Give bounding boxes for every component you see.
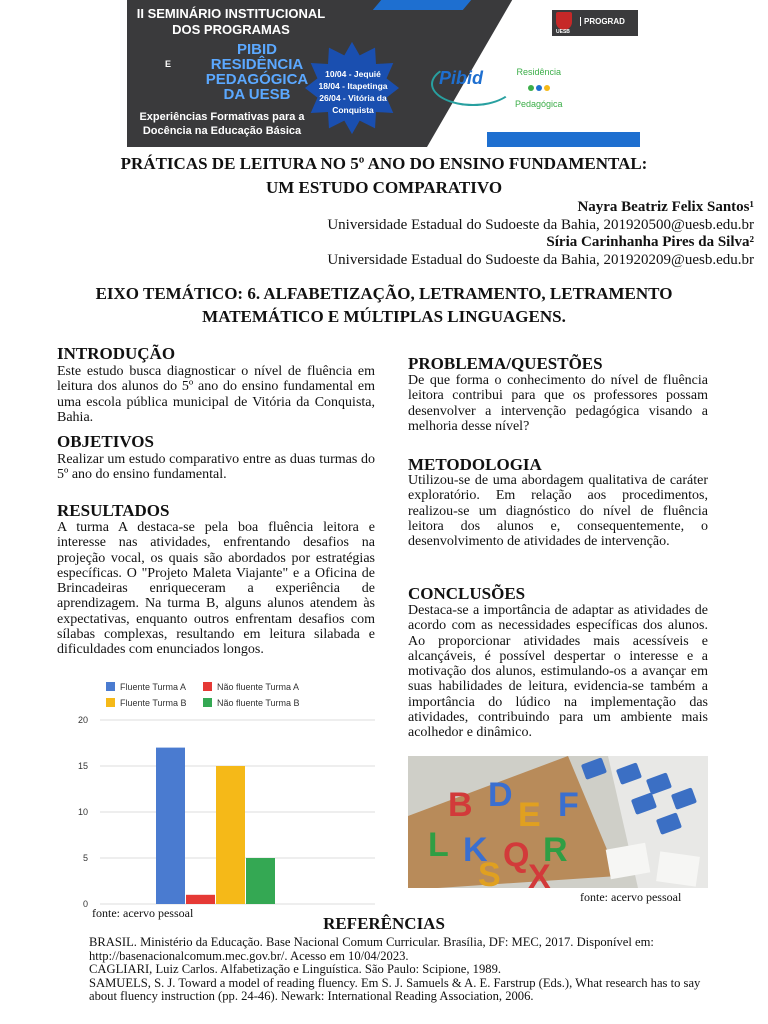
bar-fluente-turma-a <box>156 748 185 904</box>
banner-subtitle <box>129 110 315 138</box>
reference-item: BRASIL. Ministério da Educação. Base Nacional Comum Curricular. Brasília, DF: MEC, 2017. Disponível em: http://basenacionalcomum.mec.gov.br/. Acesso em 10/04/2023. <box>89 935 654 963</box>
thematic-axis-line2: MATEMÁTICO E MÚLTIPLAS LINGUAGENS. <box>202 307 566 326</box>
date-vitoria-cont: Conquista <box>332 105 374 115</box>
event-banner <box>127 0 640 147</box>
y-tick-label: 20 <box>77 715 88 725</box>
banner-subtitle-line2: Docência na Educação Básica <box>142 125 302 137</box>
banner-residencia: RESIDÊNCIA <box>210 56 304 73</box>
bar-n-o-fluente-turma-b <box>246 858 275 904</box>
legend-label: Fluente Turma B <box>120 698 187 708</box>
svg-text:E: E <box>518 796 541 834</box>
author-2-affiliation: Universidade Estadual do Sudoeste da Bahia, 201920209@uesb.edu.br <box>327 252 754 268</box>
svg-text:B: B <box>448 786 473 824</box>
svg-text:S: S <box>478 856 501 888</box>
author-1-affiliation: Universidade Estadual do Sudoeste da Bahia, 201920500@uesb.edu.br <box>327 217 754 233</box>
banner-subtitle-line1: Experiências Formativas para a <box>139 111 305 123</box>
referencias-heading: REFERÊNCIAS <box>323 914 445 933</box>
objetivos-text: Realizar um estudo comparativo entre as duas turmas do 5º ano do ensino fundamental. <box>57 452 375 483</box>
reference-list <box>89 936 729 1004</box>
resultados-text: A turma A destaca-se pela boa fluência leitora e interesse nas atividades, enfrentando desafios na projeção vocal, os quais são abordados por estratégias específicas. O "Projeto Maleta Viajante" e a Oficina de Brincadeiras enriqueceram a experiência de aprendizagem. Na turma B, alguns alunos atendem às expectativas, enquanto outros enfrentam desafios com sílabas complexas, resultando em leitura silabada e dificuldades com enunciados longos. <box>57 520 375 658</box>
banner-pedagogica: PEDAGÓGICA <box>205 71 309 88</box>
objetivos-heading: OBJETIVOS <box>57 432 154 451</box>
y-tick-label: 0 <box>82 899 88 909</box>
author-1-name: Nayra Beatriz Felix Santos¹ <box>577 199 754 215</box>
bar-fluente-turma-b <box>216 766 245 904</box>
legend-label: Não fluente Turma B <box>217 698 300 708</box>
metodologia-text: Utilizou-se de uma abordagem qualitativa de caráter exploratório. Em relação aos procedimentos, realizou-se um diagnóstico do nível de fluência leitora dos alunos e, consequentemente, o desenvolvimento de atividades de intervenção. <box>408 473 708 550</box>
svg-text:K: K <box>463 831 488 869</box>
prograd-label: PROGRAD <box>580 17 625 26</box>
thematic-axis <box>40 282 728 328</box>
problema-heading: PROBLEMA/QUESTÕES <box>408 354 603 373</box>
uesb-label: UESB <box>556 29 570 35</box>
banner-da-uesb: DA UESB <box>223 86 291 103</box>
legend-swatch <box>203 682 212 691</box>
svg-text:F: F <box>558 786 579 824</box>
date-itapetinga: 18/04 - Itapetinga <box>318 81 388 91</box>
poster-title <box>60 152 708 200</box>
introducao-text: Este estudo busca diagnosticar o nível de fluência em leitura dos alunos do 5º ano do ensino fundamental em uma escola pública municipal de Vitória da Conquista, Bahia. <box>57 364 375 425</box>
uesb-shield-icon <box>556 12 572 30</box>
letter-puzzle-photo <box>408 756 708 888</box>
legend-label: Não fluente Turma A <box>217 682 300 692</box>
chart-source: fonte: acervo pessoal <box>92 906 194 920</box>
fluency-bar-chart <box>60 672 380 910</box>
residencia-logo-line2: Pedagógica <box>515 99 563 109</box>
svg-text:X: X <box>528 858 551 888</box>
author-1 <box>327 198 754 234</box>
svg-text:D: D <box>488 776 513 814</box>
chart-legend <box>106 682 300 708</box>
uesb-prograd-logo <box>552 10 638 36</box>
reference-item: CAGLIARI, Luiz Carlos. Alfabetização e Linguística. São Paulo: Scipione, 1989. <box>89 962 502 977</box>
conclusoes-heading: CONCLUSÕES <box>408 584 526 603</box>
reference-item: SAMUELS, S. J. Toward a model of reading fluency. Em S. J. Samuels & A. E. Farstrup (Eds.), What research has to say about fluency instruction (pp. 24-46). Newark: International Reading Association, 2006. <box>89 975 701 1004</box>
svg-text:Q: Q <box>503 836 530 874</box>
y-tick-label: 10 <box>77 807 88 817</box>
banner-stripe <box>487 132 640 147</box>
introducao-heading: INTRODUÇÃO <box>57 344 176 363</box>
date-jequie: 10/04 - Jequié <box>325 69 381 79</box>
residencia-logo <box>515 64 563 112</box>
photo-source: fonte: acervo pessoal <box>580 890 682 904</box>
legend-swatch <box>106 698 115 707</box>
thematic-axis-line1: EIXO TEMÁTICO: 6. ALFABETIZAÇÃO, LETRAMENTO, LETRAMENTO <box>95 284 673 303</box>
legend-label: Fluente Turma A <box>120 682 187 692</box>
legend-swatch <box>203 698 212 707</box>
legend-swatch <box>106 682 115 691</box>
bar-n-o-fluente-turma-a <box>186 895 215 904</box>
problema-text: De que forma o conhecimento do nível de fluência leitora contribui para que os professores possam desenvolver a intervenção pedagógica visando a melhoria desse nível? <box>408 373 708 434</box>
banner-stripe-top <box>373 0 471 10</box>
resultados-heading: RESULTADOS <box>57 501 170 520</box>
poster-title-line1: PRÁTICAS DE LEITURA NO 5º ANO DO ENSINO FUNDAMENTAL: <box>120 154 648 173</box>
pibid-logo: Pibid <box>439 68 483 88</box>
date-vitoria: 26/04 - Vitória da <box>319 93 387 103</box>
poster-title-line2: UM ESTUDO COMPARATIVO <box>265 178 503 197</box>
svg-text:R: R <box>543 831 568 869</box>
chart-bars <box>156 748 275 904</box>
conclusoes-text: Destaca-se a importância de adaptar as atividades de acordo com as necessidades específicas dos alunos. Ao proporcionar atividades mais acessíveis e alcançáveis, é possível despertar o interesse e a motivação dos alunos, estimulando-os a avançar em suas habilidades de leitura, evidencia-se também a importância do lúdico na implementação das atividades, contribuindo para um ambiente mais acolhedor e dinâmico. <box>408 603 708 741</box>
banner-title-line2: DOS PROGRAMAS <box>172 22 290 37</box>
metodologia-heading: METODOLOGIA <box>408 455 542 474</box>
banner-title-line1: II SEMINÁRIO INSTITUCIONAL <box>136 6 326 21</box>
author-2-name: Síria Carinhanha Pires da Silva² <box>546 234 754 250</box>
banner-title <box>131 6 331 38</box>
svg-text:L: L <box>428 826 449 864</box>
banner-programs <box>197 42 317 102</box>
banner-e: E <box>165 59 172 69</box>
author-2 <box>327 233 754 269</box>
y-tick-label: 15 <box>77 761 88 771</box>
y-tick-label: 5 <box>82 853 88 863</box>
residencia-logo-line1: Residência <box>516 67 562 77</box>
banner-pibid: PIBID <box>236 41 277 58</box>
event-dates <box>309 68 397 116</box>
